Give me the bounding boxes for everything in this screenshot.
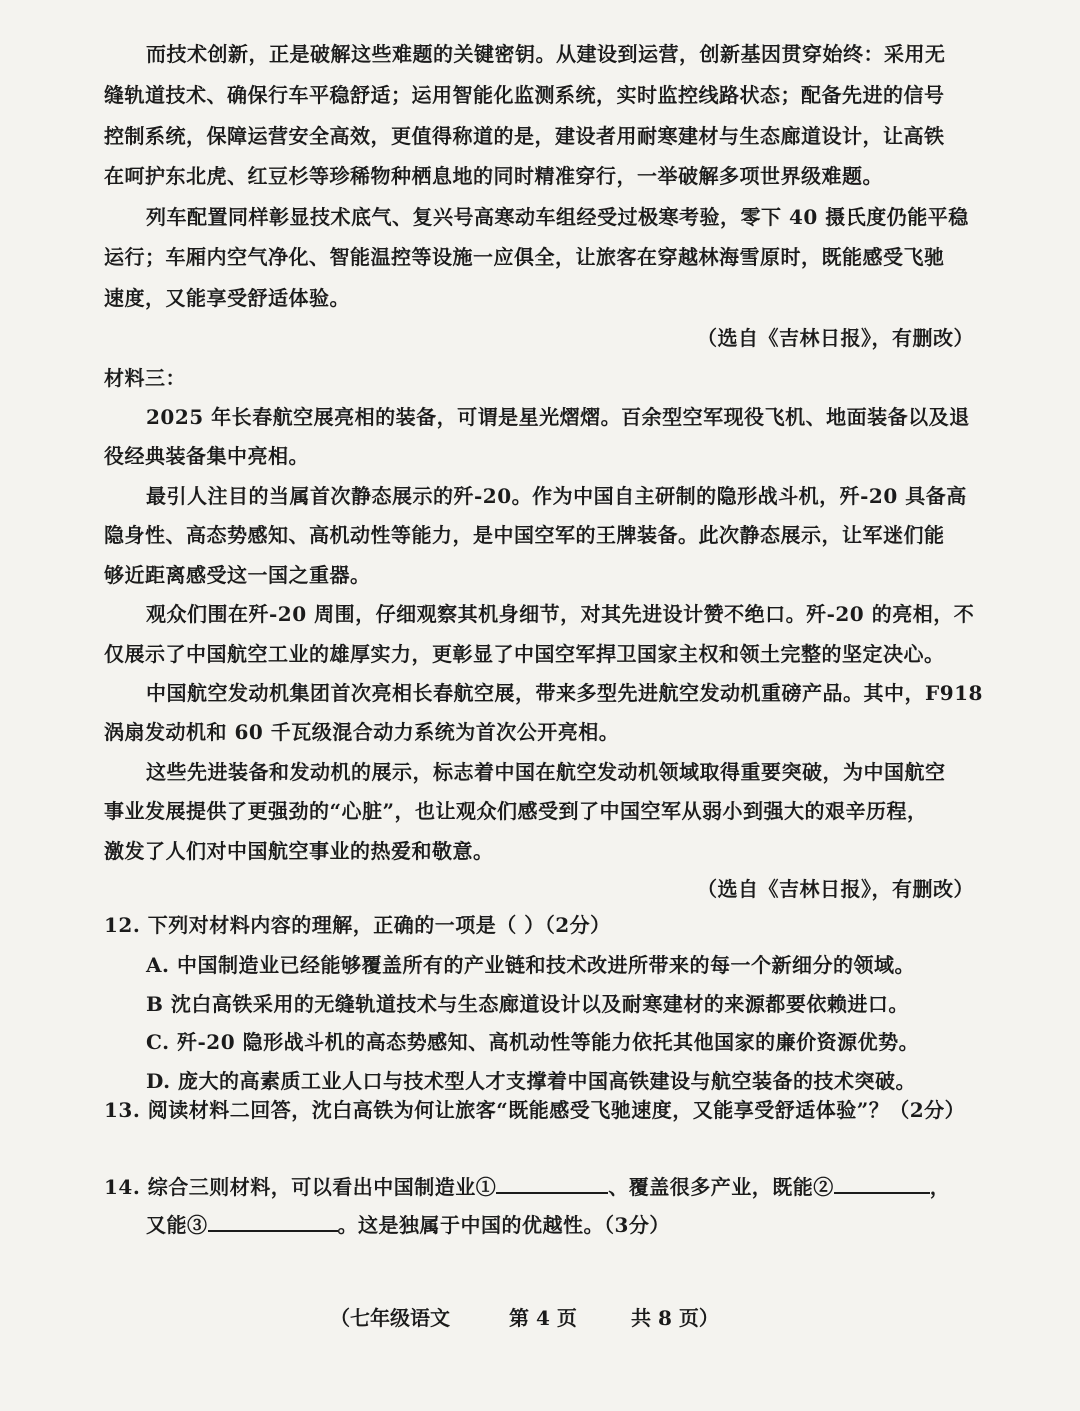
paragraph-line: 隐身性、高态势感知、高机动性等能力，是中国空军的王牌装备。此次静态展示，让军迷们能 (104, 523, 945, 547)
section-heading: 材料三： (104, 366, 186, 390)
question-14-line-2 (146, 1210, 670, 1238)
paragraph-line: 而技术创新，正是破解这些难题的关键密钥。从建设到运营，创新基因贯穿始终：采用无 (146, 42, 946, 66)
paragraph-line: 中国航空发动机集团首次亮相长春航空展，带来多型先进航空发动机重磅产品。其中，F918 (146, 681, 983, 705)
paragraph-line: 速度，又能享受舒适体验。 (104, 286, 350, 310)
paragraph-line: 观众们围在歼-20 周围，仔细观察其机身细节，对其先进设计赞不绝口。歼-20 的亮相，不 (146, 602, 975, 626)
question-14-text: 14. 综合三则材料，可以看出中国制造业① (104, 1175, 497, 1199)
footer-total-pages: 共 8 页） (631, 1306, 719, 1330)
question-14-line-1 (104, 1172, 950, 1200)
source-citation: （选自《吉林日报》，有删改） (697, 326, 974, 350)
question-14-text: 。这是独属于中国的优越性。（3分） (337, 1213, 670, 1237)
question-13-stem: 13. 阅读材料二回答，沈白高铁为何让旅客“既能感受飞驰速度，又能享受舒适体验”？（2分） (104, 1098, 966, 1122)
paragraph-line: 控制系统，保障运营安全高效，更值得称道的是，建设者用耐寒建材与生态廊道设计，让高铁 (104, 124, 945, 148)
paragraph-line: 列车配置同样彰显技术底气、复兴号高寒动车组经受过极寒考验，零下 40 摄氏度仍能平稳 (146, 205, 969, 229)
answer-blank-2[interactable] (834, 1172, 930, 1194)
question-14-text: 又能③ (146, 1213, 208, 1237)
question-12-option-b: B 沈白高铁采用的无缝轨道技术与生态廊道设计以及耐寒建材的来源都要依赖进口。 (146, 992, 909, 1016)
paragraph-line: 仅展示了中国航空工业的雄厚实力，更彰显了中国空军捍卫国家主权和领土完整的坚定决心。 (104, 642, 945, 666)
question-12-option-d: D. 庞大的高素质工业人口与技术型人才支撑着中国高铁建设与航空装备的技术突破。 (146, 1069, 917, 1093)
source-citation: （选自《吉林日报》，有删改） (697, 877, 974, 901)
paragraph-line: 事业发展提供了更强劲的“心脏”，也让观众们感受到了中国空军从弱小到强大的艰辛历程， (104, 799, 928, 823)
paragraph-line: 涡扇发动机和 60 千瓦级混合动力系统为首次公开亮相。 (104, 720, 620, 744)
paragraph-line: 2025 年长春航空展亮相的装备，可谓是星光熠熠。百余型空军现役飞机、地面装备以及退 (146, 405, 970, 429)
question-14-text: ， (929, 1175, 951, 1199)
paragraph-line: 运行；车厢内空气净化、智能温控等设施一应俱全，让旅客在穿越林海雪原时，既能感受飞驰 (104, 245, 945, 269)
question-12-option-c: C. 歼-20 隐形战斗机的高态势感知、高机动性等能力依托其他国家的廉价资源优势。 (146, 1030, 920, 1054)
question-12-stem: 12. 下列对材料内容的理解，正确的一项是（ ）（2分） (104, 913, 611, 937)
paragraph-line: 在呵护东北虎、红豆杉等珍稀物种栖息地的同时精准穿行，一举破解多项世界级难题。 (104, 164, 883, 188)
question-14-text: 、覆盖很多产业，既能② (608, 1175, 834, 1199)
footer-subject: （七年级语文 (330, 1306, 450, 1330)
answer-blank-3[interactable] (208, 1210, 338, 1232)
paragraph-line: 役经典装备集中亮相。 (104, 444, 309, 468)
question-12-option-a: A. 中国制造业已经能够覆盖所有的产业链和技术改进所带来的每一个新细分的领域。 (146, 953, 915, 977)
answer-blank-1[interactable] (496, 1172, 608, 1194)
paragraph-line: 够近距离感受这一国之重器。 (104, 563, 371, 587)
paragraph-line: 最引人注目的当属首次静态展示的歼-20。作为中国自主研制的隐形战斗机，歼-20 具备高 (146, 484, 967, 508)
paragraph-line: 缝轨道技术、确保行车平稳舒适；运用智能化监测系统，实时监控线路状态；配备先进的信号 (104, 83, 945, 107)
footer-page-number: 第 4 页 (509, 1306, 577, 1330)
paragraph-line: 这些先进装备和发动机的展示，标志着中国在航空发动机领域取得重要突破，为中国航空 (146, 760, 946, 784)
paragraph-line: 激发了人们对中国航空事业的热爱和敬意。 (104, 839, 494, 863)
